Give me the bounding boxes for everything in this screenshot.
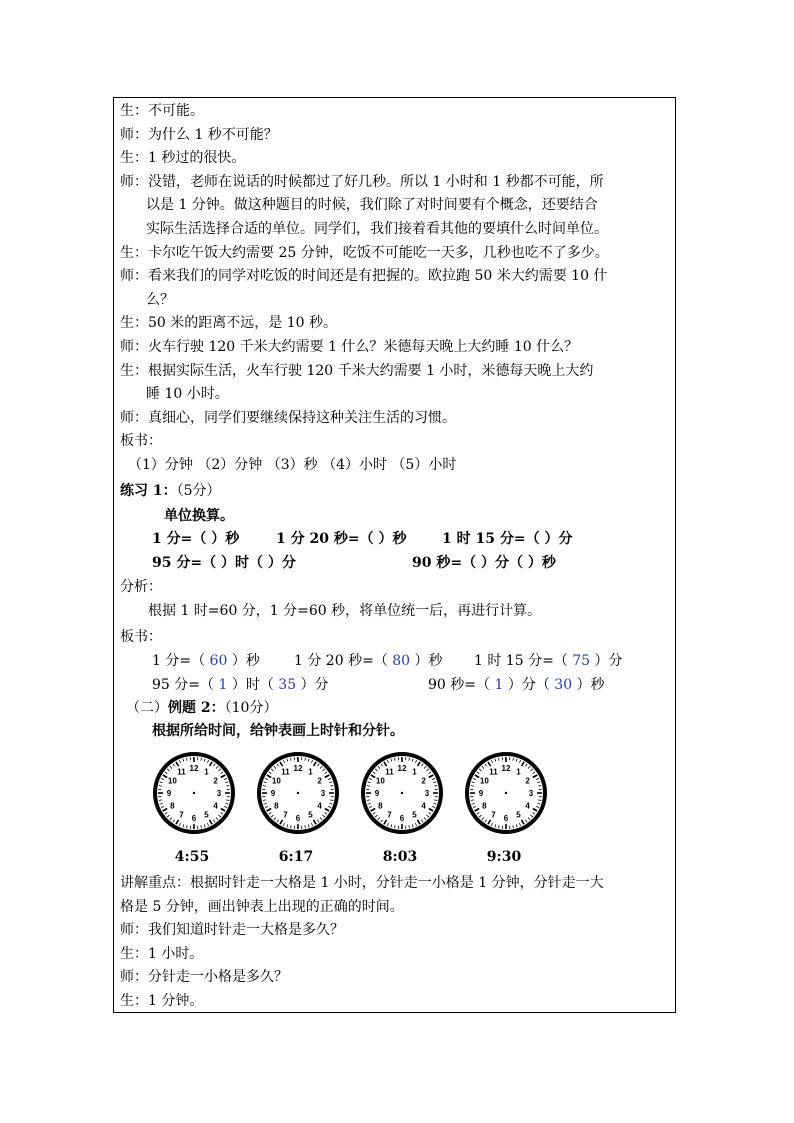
clock-number: 7	[179, 810, 184, 820]
clock-time-4: 9:30	[486, 849, 522, 865]
dialogue-line: 生：根据实际生活，火车行驶 120 千米大约需要 1 小时，米德每天晚上大约	[120, 362, 594, 379]
clock-number: 10	[479, 776, 489, 786]
clock-number: 9	[270, 789, 276, 798]
answer-2-value: 80	[392, 653, 411, 669]
clock-center-dot	[505, 792, 507, 794]
clock-number: 2	[525, 776, 530, 786]
clock-time-1: 4:55	[174, 849, 210, 865]
exercise1-heading	[120, 481, 221, 501]
clock-number: 8	[274, 801, 279, 811]
clock-number: 12	[397, 764, 407, 773]
clock-face[interactable]	[152, 751, 236, 835]
clock-number: 1	[204, 767, 209, 777]
clock-face[interactable]	[256, 751, 340, 835]
clock-number: 5	[308, 810, 313, 820]
dialogue-line: 师：火车行驶 120 千米大约需要 1 什么？米德每天晚上大约睡 10 什么？	[120, 339, 579, 355]
answer-2: 1 分 20 秒=（ 80 ）秒	[294, 653, 443, 669]
answer-3: 1 时 15 分=（ 75 ）分	[474, 653, 623, 669]
dialogue-line: 生：1 分钟。	[120, 993, 204, 1009]
exercise1-points: （5分）	[176, 483, 221, 499]
clock-number: 11	[385, 767, 394, 777]
clock-number: 4	[213, 801, 218, 811]
dialogue-line: 生：50 米的距离不远，是 10 秒。	[120, 315, 337, 332]
clock-number: 6	[295, 814, 301, 823]
clock-number: 12	[501, 764, 511, 773]
dialogue-line: 师：真细心，同学们要继续保持这种关注生活的习惯。	[120, 409, 456, 426]
dialogue-line: 生：1 秒过的很快。	[120, 150, 246, 167]
clock-number: 9	[478, 789, 484, 798]
clock-number: 3	[528, 789, 534, 798]
dialogue-line: 生：1 小时。	[120, 945, 204, 962]
clock-number: 4	[317, 801, 322, 811]
clock-number: 11	[281, 767, 290, 777]
clock-number: 4	[421, 801, 426, 811]
dialogue-line: 么？	[146, 291, 174, 308]
dialogue-line: 师：看来我们的同学对吃饭的时间还是有把握的。欧拉跑 50 米大约需要 10 什	[120, 268, 608, 285]
clock-center-dot	[297, 792, 299, 794]
clock-number: 10	[271, 776, 281, 786]
dialogue-line: 以是 1 分钟。做这种题目的时候，我们除了对时间要有个概念，还要结合	[146, 197, 598, 214]
answer-4-value-hours: 1	[218, 677, 228, 693]
dialogue-line: 师：没错，老师在说话的时候都过了好几秒。所以 1 小时和 1 秒都不可能，所	[120, 173, 604, 190]
clock-number: 5	[204, 810, 209, 820]
clock-number: 9	[166, 789, 172, 798]
dialogue-line: 睡 10 小时。	[146, 386, 229, 403]
answer-3-value: 75	[572, 653, 591, 669]
clock-number: 12	[189, 764, 199, 773]
clock-number: 4	[525, 801, 530, 811]
clock-number: 6	[191, 814, 197, 823]
clock-center-dot	[193, 792, 195, 794]
clock-number: 2	[213, 776, 218, 786]
clock-number: 8	[482, 801, 487, 811]
clock-number: 3	[424, 789, 430, 798]
clock-number: 10	[167, 776, 177, 786]
clock-number: 6	[503, 814, 509, 823]
example2-heading: （二）例题 2：（10分）	[126, 700, 278, 716]
answer-4: 95 分=（ 1 ）时（ 35 ）分	[152, 677, 329, 693]
dialogue-line: 板书：	[120, 433, 162, 450]
dialogue-line: 格是 5 分钟，画出钟表上出现的正确的时间。	[120, 898, 404, 915]
clock-number: 6	[399, 814, 405, 823]
clock-time-2: 6:17	[278, 849, 314, 865]
clock-number: 5	[516, 810, 521, 820]
clock-number: 8	[170, 801, 175, 811]
exercise1-q2: 1 分 20 秒=（ ）秒	[276, 531, 407, 547]
board-label: 板书：	[120, 629, 162, 645]
clock-number: 11	[177, 767, 186, 777]
clock-face[interactable]	[360, 751, 444, 835]
exercise1-q1: 1 分=（ ）秒	[152, 531, 240, 547]
exercise1-q4: 95 分=（ ）时（ ）分	[152, 555, 296, 571]
exercise1-task: 单位换算。	[164, 508, 234, 524]
dialogue-line: 师：我们知道时针走一大格是多久？	[120, 922, 344, 939]
clock-number: 1	[308, 767, 313, 777]
analysis-text: 根据 1 时=60 分，1 分=60 秒，将单位统一后，再进行计算。	[148, 603, 542, 619]
answer-5-value-minutes: 1	[494, 677, 504, 693]
answer-5-value-seconds: 30	[554, 677, 573, 693]
clock-number: 8	[378, 801, 383, 811]
dialogue-line: 讲解重点：根据时针走一大格是 1 小时，分针走一小格是 1 分钟，分针走一大	[120, 875, 604, 891]
clock-center-dot	[401, 792, 403, 794]
exercise1-q5: 90 秒=（ ）分（ ）秒	[412, 555, 556, 571]
exercise1-title: 练习 1：	[120, 483, 177, 499]
answer-1-value: 60	[209, 653, 228, 669]
clock-number: 9	[374, 789, 380, 798]
clock-number: 11	[489, 767, 498, 777]
clock-number: 7	[387, 810, 392, 820]
clock-number: 1	[412, 767, 417, 777]
answer-5: 90 秒=（ 1 ）分（ 30 ）秒	[428, 677, 605, 693]
clock-number: 7	[283, 810, 288, 820]
clock-number: 1	[516, 767, 521, 777]
dialogue-line: 实际生活选择合适的单位。同学们，我们接着看其他的要填什么时间单位。	[146, 221, 608, 237]
dialogue-line: 生：卡尔吃午饭大约需要 25 分钟，吃饭不可能吃一天多，几秒也吃不了多少。	[120, 244, 609, 261]
lesson-table-cell	[113, 97, 676, 1013]
clock-number: 10	[375, 776, 385, 786]
clock-number: 3	[320, 789, 326, 798]
clock-number: 2	[317, 776, 322, 786]
exercise1-q3: 1 时 15 分=（ ）分	[442, 531, 573, 547]
answer-1: 1 分=（ 60 ）秒	[152, 653, 260, 669]
dialogue-line: 师：分针走一小格是多久？	[120, 969, 288, 986]
example2-task: 根据所给时间，给钟表画上时针和分针。	[152, 723, 404, 739]
clock-number: 3	[216, 789, 222, 798]
clock-face[interactable]	[464, 751, 548, 835]
clock-faces	[152, 751, 552, 841]
clock-number: 5	[412, 810, 417, 820]
clock-time-3: 8:03	[382, 849, 418, 865]
dialogue-line: 生：不可能。	[120, 103, 204, 119]
clock-number: 12	[293, 764, 303, 773]
clock-number: 7	[491, 810, 496, 820]
answer-4-value-minutes: 35	[278, 677, 297, 693]
dialogue-line: （1）分钟 （2）分钟 （3）秒 （4）小时 （5）小时	[128, 457, 457, 473]
analysis-label: 分析：	[120, 579, 162, 595]
clock-number: 2	[421, 776, 426, 786]
dialogue-line: 师：为什么 1 秒不可能？	[120, 126, 278, 143]
